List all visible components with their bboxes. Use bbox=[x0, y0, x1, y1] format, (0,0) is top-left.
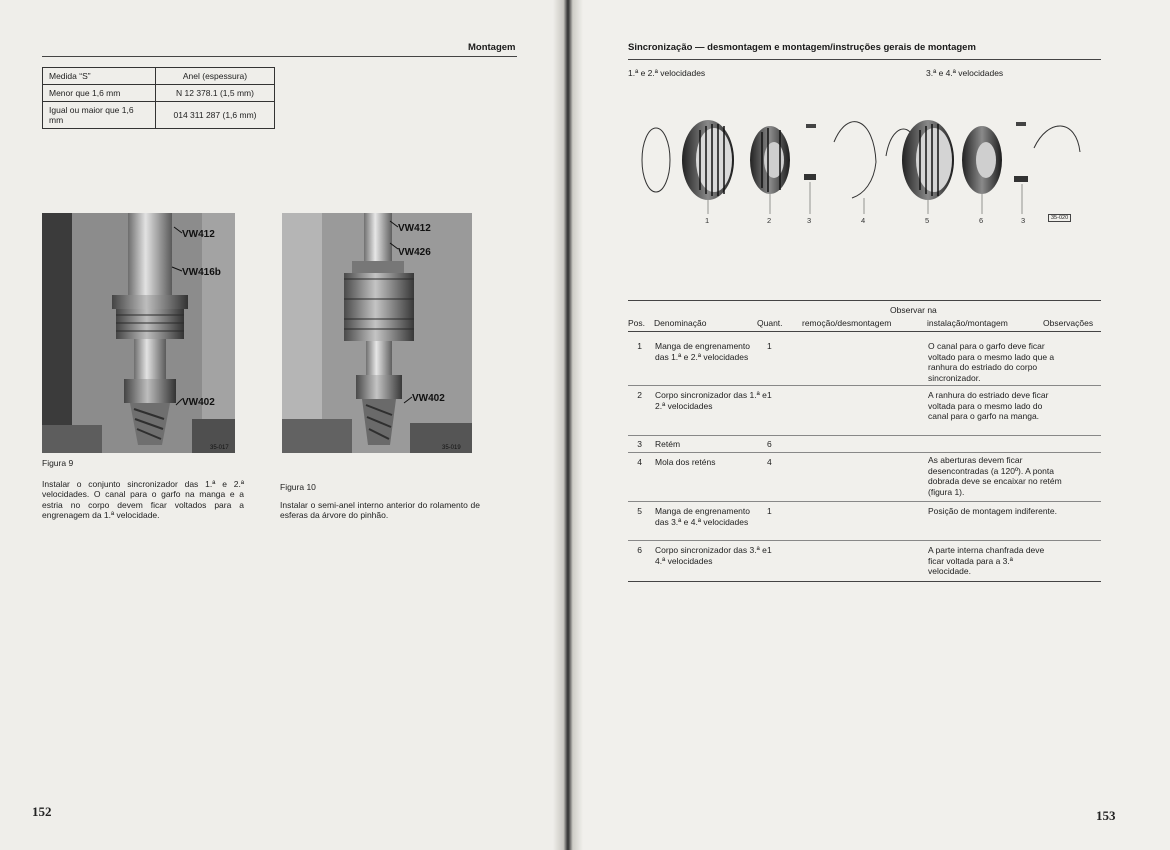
row-name: Retém bbox=[655, 439, 681, 449]
part-number: 6 bbox=[979, 216, 984, 225]
row-divider bbox=[628, 452, 1101, 453]
col-header-observe: Observar na bbox=[890, 305, 937, 315]
diagram-code: 35-020 bbox=[1048, 214, 1071, 222]
col-header-notes: Observações bbox=[1043, 318, 1094, 328]
figure9-label: VW416b bbox=[182, 267, 221, 278]
row-qty: 1 bbox=[767, 341, 772, 351]
figure9-caption: Figura 9 bbox=[42, 458, 74, 468]
table-header-cell: Medida “S” bbox=[43, 68, 156, 85]
row-pos: 5 bbox=[637, 506, 642, 516]
table-cell: N 12 378.1 (1,5 mm) bbox=[156, 85, 275, 102]
diagram-right-label: 3.ª e 4.ª velocidades bbox=[926, 68, 1004, 78]
row-install: A ranhura do estriado deve ficar voltada para o mesmo lado do canal para o garfo na manga. bbox=[928, 390, 1049, 421]
figure10-label: VW402 bbox=[412, 393, 445, 404]
row-qty: 4 bbox=[767, 457, 772, 467]
table-cell: 014 311 287 (1,6 mm) bbox=[156, 102, 275, 129]
col-header-pos: Pos. bbox=[628, 318, 646, 328]
col-header-install: instalação/montagem bbox=[927, 318, 1008, 328]
row-pos: 6 bbox=[637, 545, 642, 555]
row-name: Manga de engrenamento das 3.ª e 4.ª velocidades bbox=[655, 506, 750, 527]
figure9-text: Instalar o conjunto sincronizador das 1.ª e 2.ª velocidades. O canal para o garfo na manga e a estria no corpo devem ficar voltados para a engrenagem da 1.ª velocidade. bbox=[42, 479, 244, 520]
row-install: O canal para o garfo deve ficar voltado para o mesmo lado que a ranhura do estriado do corpo sincronizador. bbox=[928, 341, 1055, 383]
table-cell: Igual ou maior que 1,6 mm bbox=[43, 102, 156, 129]
row-divider bbox=[628, 385, 1101, 386]
row-pos: 4 bbox=[637, 457, 642, 467]
right-page bbox=[570, 0, 1170, 850]
synchronizer-exploded-diagram bbox=[638, 112, 1088, 230]
row-divider bbox=[628, 435, 1101, 436]
figure9-label: VW402 bbox=[182, 397, 215, 408]
figure9-code: 35-017 bbox=[210, 445, 229, 451]
figure9-photo bbox=[42, 213, 235, 453]
book-gutter bbox=[553, 0, 583, 850]
row-name: Corpo sincronizador das 1.ª e 2.ª velocidades bbox=[655, 390, 767, 411]
row-pos: 2 bbox=[637, 390, 642, 400]
measure-s-table bbox=[42, 67, 275, 129]
part-number: 3 bbox=[807, 216, 812, 225]
row-divider bbox=[628, 501, 1101, 502]
row-install: As aberturas devem ficar desencontradas (a 120º). A ponta dobrada deve se encaixar no retém (figura 1). bbox=[928, 455, 1062, 497]
left-page bbox=[0, 0, 566, 850]
row-install: A parte interna chanfrada deve ficar voltada para a 3.ª velocidade. bbox=[928, 545, 1045, 576]
figure10-label: VW412 bbox=[398, 223, 431, 234]
figure10-text: Instalar o semi-anel interno anterior do rolamento de esferas da árvore do pinhão. bbox=[280, 500, 480, 521]
table-top-rule bbox=[628, 300, 1101, 301]
table-header-cell: Anel (espessura) bbox=[156, 68, 275, 85]
diagram-left-label: 1.ª e 2.ª velocidades bbox=[628, 68, 706, 78]
col-header-removal: remoção/desmontagem bbox=[802, 318, 892, 328]
page-number: 153 bbox=[1096, 808, 1116, 823]
table-row bbox=[43, 102, 275, 129]
figure10-caption: Figura 10 bbox=[280, 482, 316, 492]
page-header: Sincronização — desmontagem e montagem/instruções gerais de montagem bbox=[628, 42, 976, 53]
col-header-qty: Quant. bbox=[757, 318, 783, 328]
row-divider bbox=[628, 540, 1101, 541]
table-cell: Menor que 1,6 mm bbox=[43, 85, 156, 102]
figure10-label: VW426 bbox=[398, 247, 431, 258]
part-number: 1 bbox=[705, 216, 710, 225]
part-number: 2 bbox=[767, 216, 772, 225]
figure10-photo bbox=[282, 213, 472, 453]
row-pos: 3 bbox=[637, 439, 642, 449]
part-number: 4 bbox=[861, 216, 866, 225]
row-install: Posição de montagem indiferente. bbox=[928, 506, 1057, 516]
page-number: 152 bbox=[32, 804, 52, 819]
header-rule bbox=[42, 56, 517, 57]
figure9-label: VW412 bbox=[182, 229, 215, 240]
header-rule bbox=[628, 59, 1101, 60]
row-qty: 6 bbox=[767, 439, 772, 449]
figure10-code: 35-019 bbox=[442, 445, 461, 451]
page-header: Montagem bbox=[468, 42, 516, 53]
table-header-rule bbox=[628, 331, 1101, 332]
row-name: Manga de engrenamento das 1.ª e 2.ª velocidades bbox=[655, 341, 750, 362]
row-qty: 1 bbox=[767, 390, 772, 400]
row-pos: 1 bbox=[637, 341, 642, 351]
table-row bbox=[43, 85, 275, 102]
row-name: Mola dos reténs bbox=[655, 457, 716, 467]
row-qty: 1 bbox=[767, 506, 772, 516]
col-header-name: Denominação bbox=[654, 318, 707, 328]
table-header-row bbox=[43, 68, 275, 85]
part-number: 3 bbox=[1021, 216, 1026, 225]
row-qty: 1 bbox=[767, 545, 772, 555]
part-number: 5 bbox=[925, 216, 930, 225]
row-name: Corpo sincronizador das 3.ª e 4.ª velocidades bbox=[655, 545, 767, 566]
table-bottom-rule bbox=[628, 581, 1101, 582]
